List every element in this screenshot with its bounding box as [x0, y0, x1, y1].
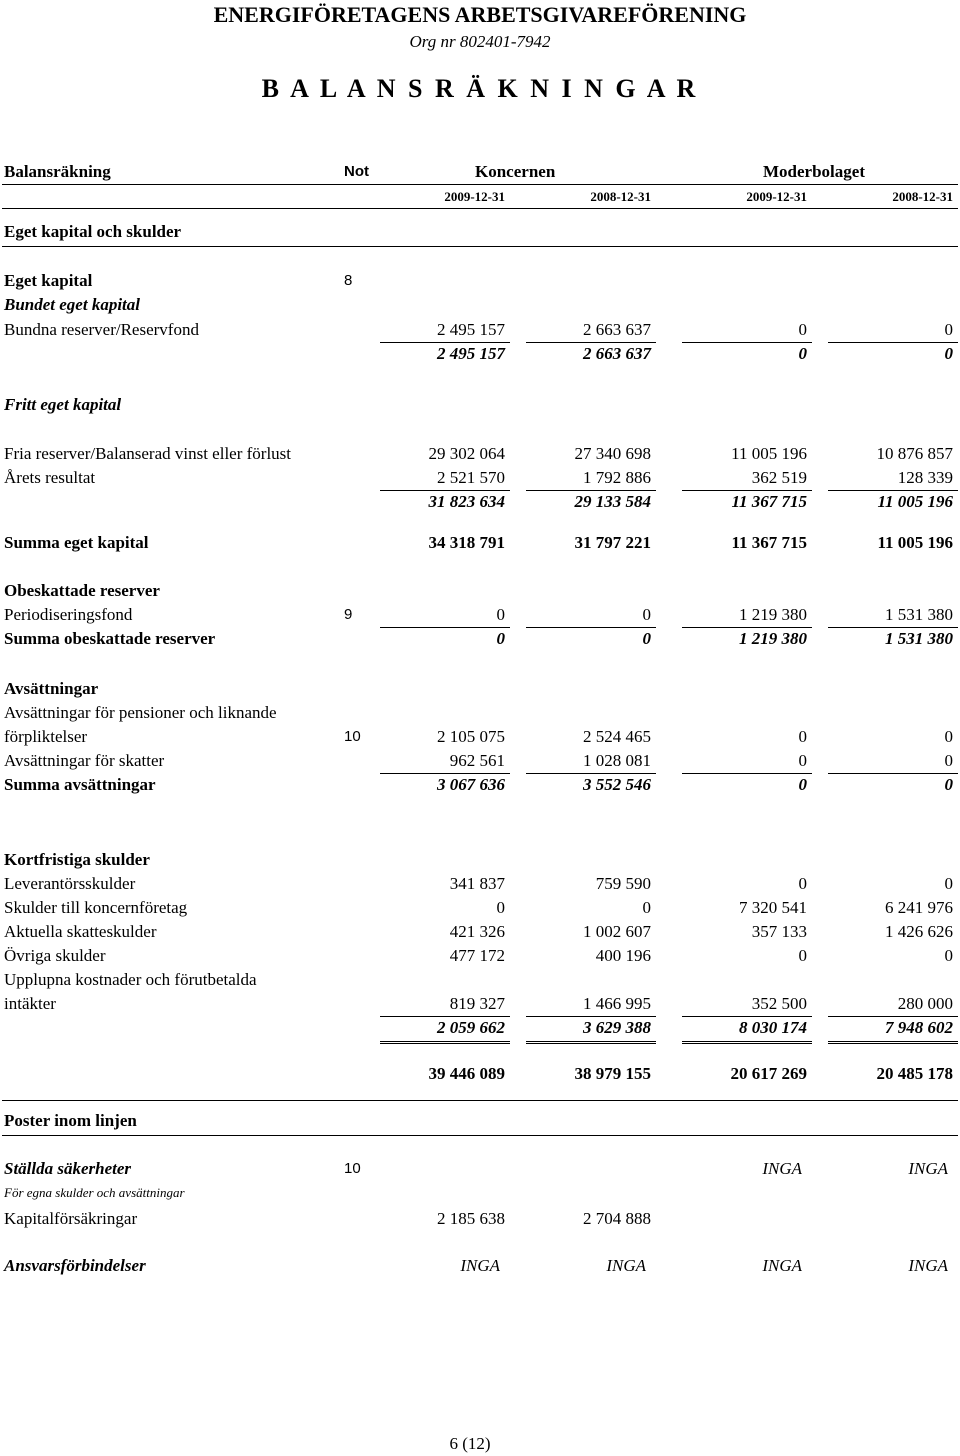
poster-heading: [0, 1111, 960, 1133]
table-row-summa-eget-kapital: [0, 533, 960, 555]
cell: 0: [944, 874, 953, 893]
cell: INGA: [908, 1159, 948, 1178]
cell: 352 500: [751, 994, 807, 1013]
row-label: Övriga skulder: [4, 946, 106, 965]
row-note: 9: [344, 606, 353, 623]
table-row-stallda: [0, 1159, 960, 1181]
avsattningar-title: Avsättningar: [4, 679, 99, 698]
kortfristiga-heading: [0, 850, 960, 872]
table-row-koncernforetag: [0, 898, 960, 920]
cell: 7 948 602: [885, 1018, 953, 1037]
for-egna-row: [0, 1185, 960, 1207]
organization-name: ENERGIFÖRETAGENS ARBETSGIVAREFÖRENING: [213, 2, 747, 27]
cell: 2 105 075: [437, 727, 505, 746]
row-label: Skulder till koncernföretag: [4, 898, 188, 917]
underline: [526, 1041, 656, 1042]
underline: [828, 773, 958, 774]
cell: 128 339: [897, 468, 953, 487]
cell: 1 219 380: [739, 605, 807, 624]
cell: 11 367 715: [731, 492, 807, 511]
cell: 2 185 638: [437, 1209, 505, 1228]
obeskattade-heading: [0, 581, 960, 603]
cell: 29 302 064: [428, 444, 505, 463]
avsattningar-heading: [0, 679, 960, 701]
cell: 341 837: [449, 874, 505, 893]
cell: 280 000: [897, 994, 953, 1013]
row-label: förpliktelser: [4, 727, 88, 746]
cell: 1 531 380: [885, 605, 953, 624]
row-label: För egna skulder och avsättningar: [4, 1185, 185, 1200]
row-label: Summa obeskattade reserver: [4, 629, 216, 648]
cell: 0: [944, 946, 953, 965]
underline: [526, 773, 656, 774]
cell: 3 629 388: [583, 1018, 651, 1037]
cell: 421 326: [449, 922, 505, 941]
cell: 20 617 269: [730, 1064, 807, 1083]
cell: 3 067 636: [437, 775, 505, 794]
cell: 0: [496, 629, 505, 648]
cell: 3 552 546: [583, 775, 651, 794]
underline: [828, 490, 958, 491]
cell: 2 059 662: [437, 1018, 505, 1037]
cell: 31 797 221: [574, 533, 651, 552]
cell: 819 327: [449, 994, 505, 1013]
cell: 0: [944, 727, 953, 746]
cell: 0: [798, 775, 807, 794]
cell: 0: [944, 344, 953, 363]
cell: 477 172: [449, 946, 505, 965]
cell: 34 318 791: [428, 533, 505, 552]
cell: 10 876 857: [876, 444, 953, 463]
cell: 0: [642, 898, 651, 917]
underline: [682, 1043, 812, 1044]
row-label: Fria reserver/Balanserad vinst eller förlust: [4, 444, 292, 463]
table-row-periodiseringsfond: [0, 605, 960, 627]
organization-number: Org nr 802401-7942: [409, 32, 551, 51]
cell: 31 823 634: [428, 492, 505, 511]
row-note: 10: [344, 728, 361, 745]
cell: 2 524 465: [583, 727, 651, 746]
underline: [682, 627, 812, 628]
row-label: Aktuella skatteskulder: [4, 922, 157, 941]
section-divider: [2, 246, 958, 247]
table-row-skatter: [0, 751, 960, 773]
table-row-bundna: [0, 320, 960, 342]
cell: 7 320 541: [739, 898, 807, 917]
column-header-label: Balansräkning: [4, 162, 111, 181]
header-divider: [2, 184, 958, 185]
underline: [828, 1016, 958, 1017]
underline: [380, 627, 510, 628]
cell: INGA: [908, 1256, 948, 1275]
row-label: Leverantörsskulder: [4, 874, 136, 893]
poster-title: Poster inom linjen: [4, 1111, 137, 1130]
row-label: Avsättningar för skatter: [4, 751, 165, 770]
table-row-ansvarsforbindelser: [0, 1256, 960, 1278]
column-header-not: Not: [344, 163, 369, 180]
table-row-leverantor: [0, 874, 960, 896]
underline: [380, 490, 510, 491]
underline: [682, 1016, 812, 1017]
date-moder-2009: 2009-12-31: [746, 189, 807, 204]
underline: [828, 627, 958, 628]
section-title: Eget kapital och skulder: [4, 222, 182, 241]
cell: 20 485 178: [876, 1064, 953, 1083]
column-header-row: [0, 162, 960, 184]
cell: 2 495 157: [437, 320, 505, 339]
row-label: Avsättningar för pensioner och liknande: [4, 703, 277, 722]
underline: [380, 773, 510, 774]
row-label: Upplupna kostnader och förutbetalda: [4, 970, 257, 989]
cell: 11 367 715: [731, 533, 807, 552]
row-label: Summa eget kapital: [4, 533, 149, 552]
underline: [380, 1043, 510, 1044]
fritt-title: Fritt eget kapital: [4, 395, 122, 414]
cell: 11 005 196: [877, 492, 953, 511]
table-row-upplupna: [0, 994, 960, 1016]
cell: 759 590: [595, 874, 651, 893]
obeskattade-title: Obeskattade reserver: [4, 581, 160, 600]
underline: [380, 1041, 510, 1042]
page-number: 6 (12): [449, 1434, 491, 1453]
section-title-row: [0, 222, 960, 244]
table-row-total: [0, 1064, 960, 1086]
row-label: Periodiseringsfond: [4, 605, 133, 624]
date-koncern-2009: 2009-12-31: [444, 189, 505, 204]
cell: 0: [798, 751, 807, 770]
cell: 0: [642, 605, 651, 624]
underline: [828, 1041, 958, 1042]
date-moder-2008: 2008-12-31: [892, 189, 953, 204]
poster-divider: [2, 1135, 958, 1136]
cell: 1 002 607: [583, 922, 651, 941]
date-koncern-2008: 2008-12-31: [590, 189, 651, 204]
cell: 0: [642, 629, 651, 648]
cell: 0: [496, 898, 505, 917]
cell: 0: [944, 751, 953, 770]
table-row-bundet-sum: [0, 344, 960, 366]
underline: [682, 342, 812, 343]
cell: 11 005 196: [731, 444, 807, 463]
row-note: 10: [344, 1160, 361, 1177]
cell: 400 196: [595, 946, 651, 965]
row-label: Kapitalförsäkringar: [4, 1209, 138, 1228]
cell: 0: [944, 775, 953, 794]
row-label: intäkter: [4, 994, 56, 1013]
bundet-title: Bundet eget kapital: [4, 295, 140, 314]
cell: 1 466 995: [583, 994, 651, 1013]
cell: 962 561: [449, 751, 505, 770]
table-row-fria: [0, 444, 960, 466]
cell: 11 005 196: [877, 533, 953, 552]
cell: 29 133 584: [574, 492, 651, 511]
cell: 2 521 570: [437, 468, 505, 487]
cell: 2 495 157: [437, 344, 505, 363]
underline: [682, 1041, 812, 1042]
cell: 0: [496, 605, 505, 624]
row-label: Summa avsättningar: [4, 775, 156, 794]
cell: 1 531 380: [885, 629, 953, 648]
page-title: B A L A N S R Ä K N I N G A R: [261, 74, 699, 103]
bundet-heading: [0, 295, 960, 317]
underline: [380, 1016, 510, 1017]
fritt-heading: [0, 395, 960, 417]
cell: 39 446 089: [428, 1064, 505, 1083]
cell: 1 028 081: [583, 751, 651, 770]
cell: INGA: [606, 1256, 646, 1275]
cell: 0: [798, 727, 807, 746]
underline: [526, 1016, 656, 1017]
kortfristiga-title: Kortfristiga skulder: [4, 850, 150, 869]
row-label: Bundna reserver/Reservfond: [4, 320, 199, 339]
cell: 8 030 174: [739, 1018, 807, 1037]
cell: 2 704 888: [583, 1209, 651, 1228]
row-label: Ansvarsförbindelser: [4, 1256, 146, 1275]
row-label: Årets resultat: [4, 468, 96, 487]
cell: 0: [944, 320, 953, 339]
cell: 0: [798, 946, 807, 965]
cell: 6 241 976: [885, 898, 953, 917]
table-row-kortfristiga-sum: [0, 1018, 960, 1040]
column-group-moderbolaget: Moderbolaget: [763, 162, 865, 181]
underline: [380, 342, 510, 343]
underline: [526, 1043, 656, 1044]
eget-kapital-heading: [0, 271, 960, 293]
table-row-ovriga: [0, 946, 960, 968]
column-dates-row: [0, 188, 960, 210]
table-row-kapitalforsakringar: [0, 1209, 960, 1231]
cell: 1 792 886: [583, 468, 651, 487]
cell: 2 663 637: [583, 344, 651, 363]
table-row-summa-obeskattade: [0, 629, 960, 651]
table-row-fritt-sum: [0, 492, 960, 514]
pension-label-line1: [0, 703, 960, 725]
cell: 2 663 637: [583, 320, 651, 339]
underline: [526, 627, 656, 628]
underline: [682, 490, 812, 491]
cell: INGA: [762, 1159, 802, 1178]
cell: INGA: [460, 1256, 500, 1275]
cell: 1 219 380: [739, 629, 807, 648]
cell: 357 133: [751, 922, 807, 941]
underline: [526, 342, 656, 343]
eget-kapital-note: 8: [344, 272, 353, 289]
table-row-pension: [0, 727, 960, 749]
column-group-koncernen: Koncernen: [475, 162, 556, 181]
cell: INGA: [762, 1256, 802, 1275]
upplupna-label-line1: [0, 970, 960, 992]
underline: [828, 342, 958, 343]
eget-kapital-title: Eget kapital: [4, 271, 93, 290]
underline: [682, 773, 812, 774]
cell: 1 426 626: [885, 922, 953, 941]
cell: 362 519: [751, 468, 807, 487]
cell: 38 979 155: [574, 1064, 651, 1083]
table-row-summa-avsattningar: [0, 775, 960, 797]
dates-divider: [2, 208, 958, 209]
cell: 0: [798, 344, 807, 363]
total-divider: [2, 1100, 958, 1101]
cell: 0: [798, 320, 807, 339]
cell: 27 340 698: [574, 444, 651, 463]
table-row-arets: [0, 468, 960, 490]
underline: [828, 1043, 958, 1044]
table-row-skatteskulder: [0, 922, 960, 944]
cell: 0: [798, 874, 807, 893]
underline: [526, 490, 656, 491]
row-label: Ställda säkerheter: [4, 1159, 132, 1178]
